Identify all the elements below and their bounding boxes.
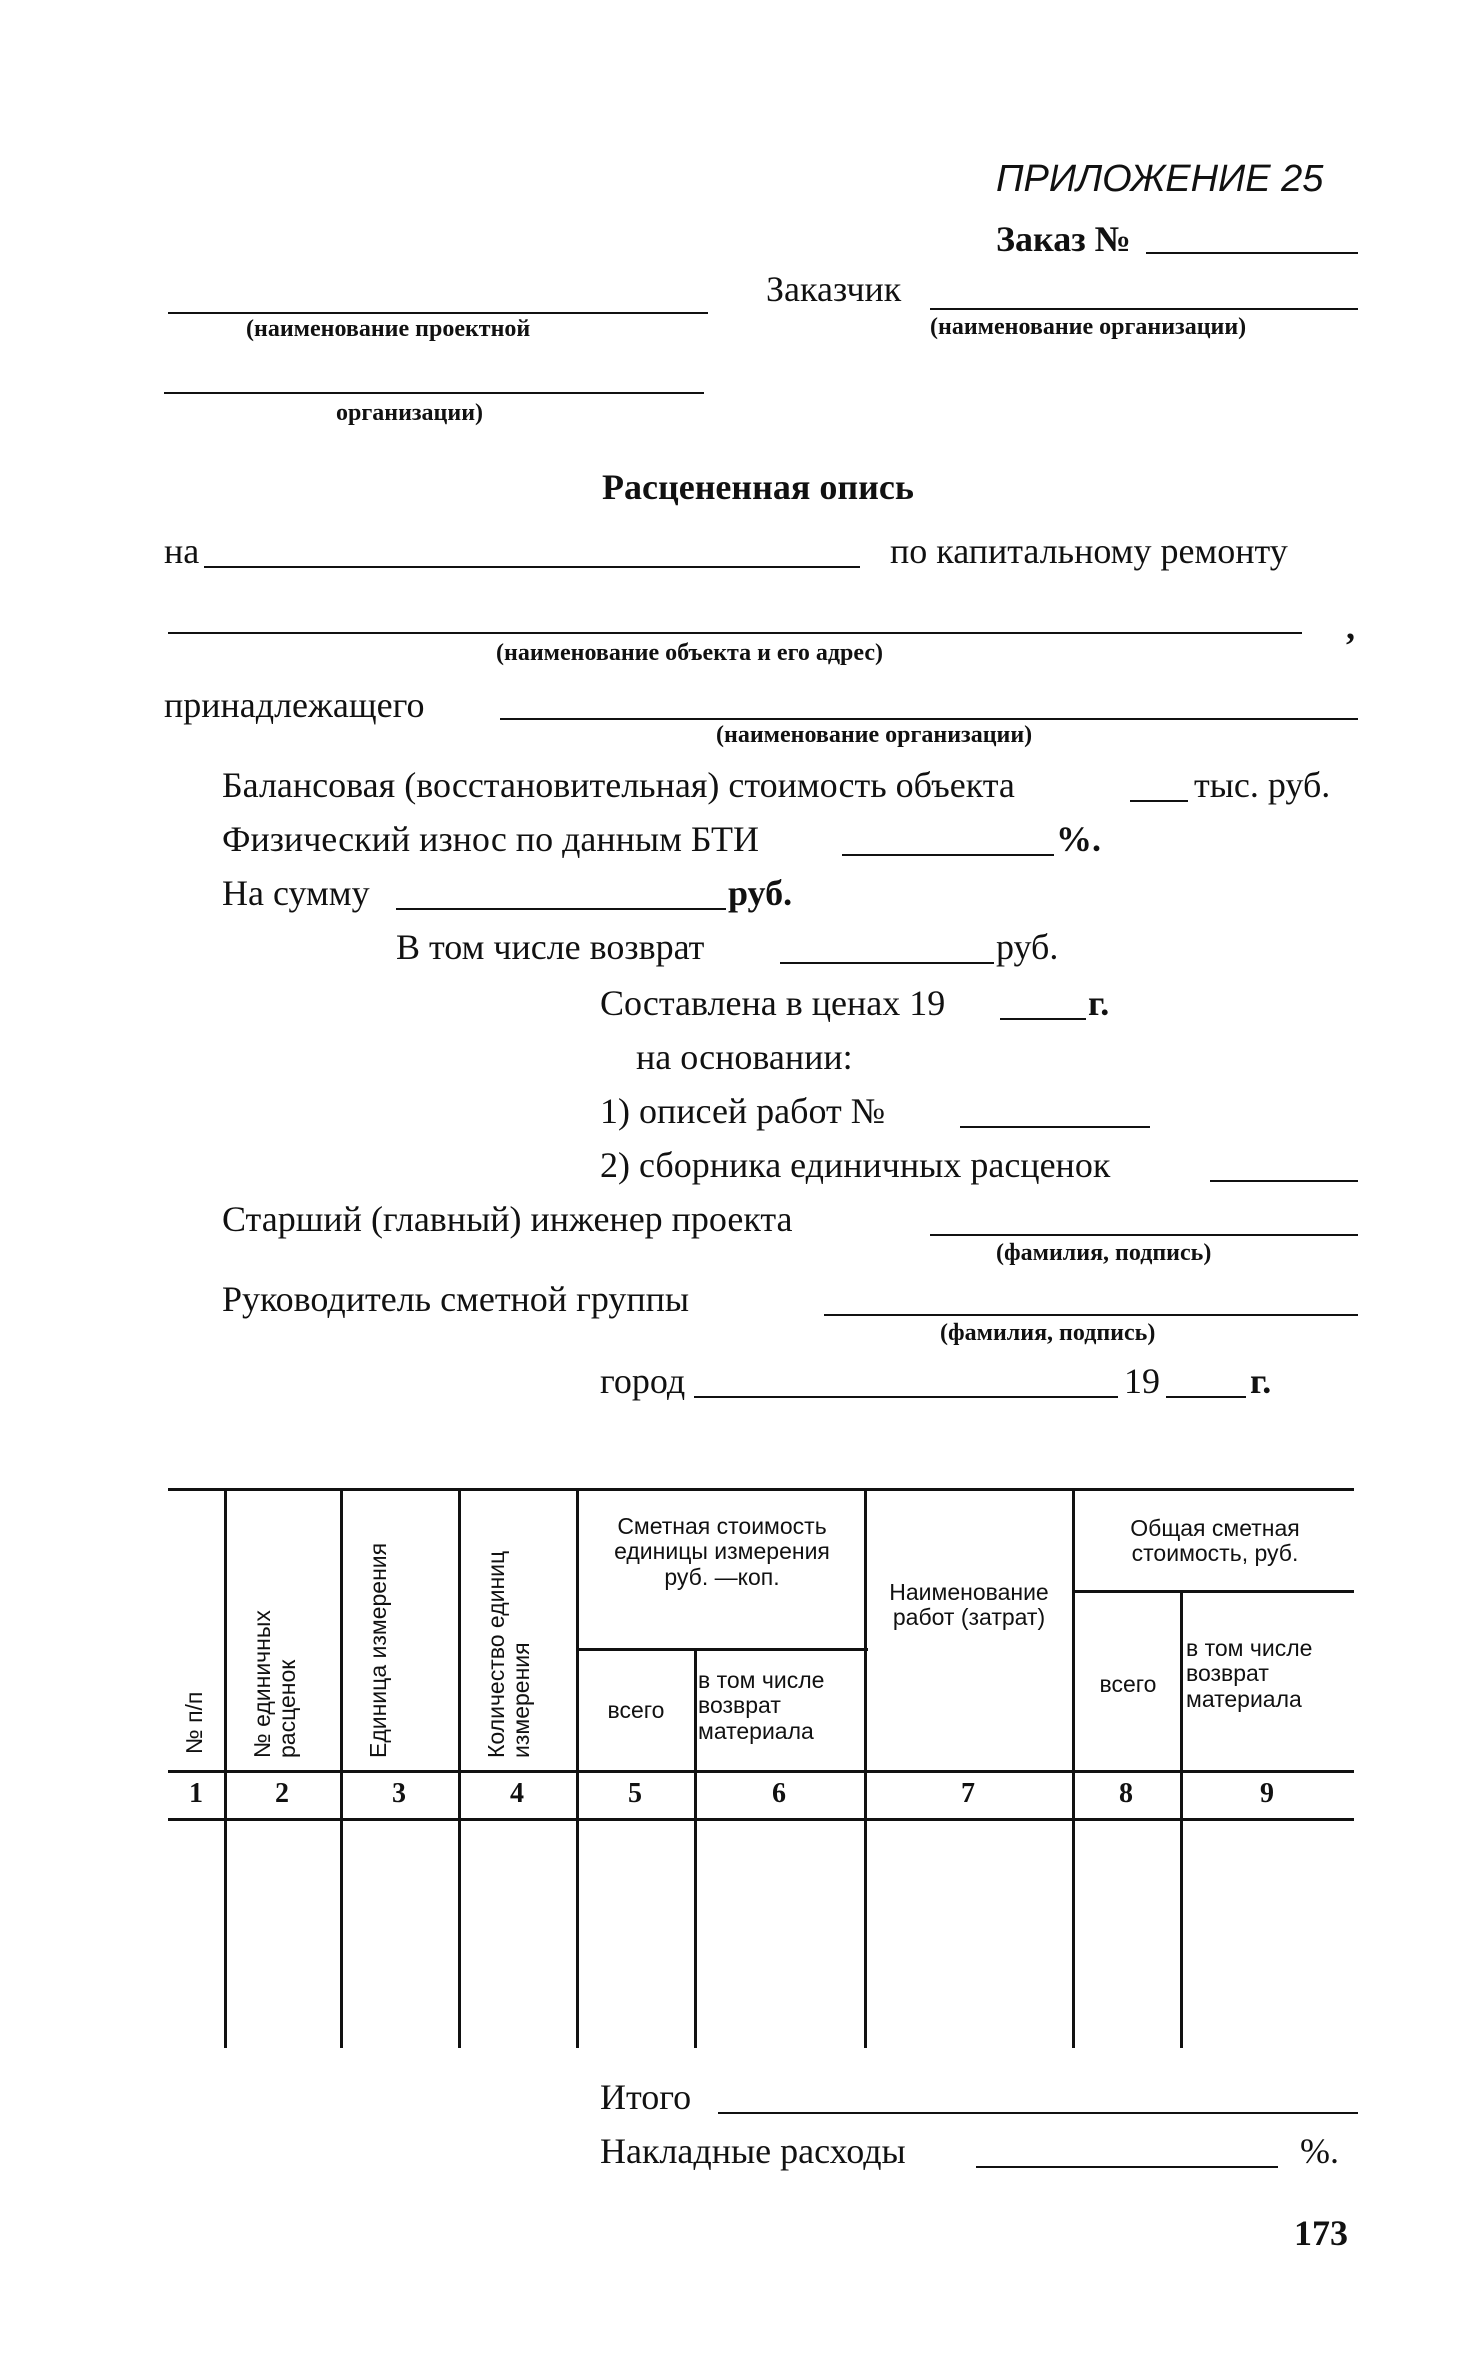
balance-label: Балансовая (восстановительная) стоимость объекта [222,765,1015,805]
page-number: 173 [1294,2213,1348,2253]
customer-caption: (наименование организации) [930,314,1247,340]
project-org-caption-2: организации) [336,400,484,426]
header-unit-cost-return: в том числе возврат материала [698,1667,825,1744]
basis-item-2: 2) сборника единичных расценок [600,1145,1111,1185]
document-title: Расцененная опись [602,467,914,507]
basis-2-field[interactable] [1210,1180,1358,1182]
city-year-suffix: г. [1250,1361,1272,1401]
overhead-unit: %. [1300,2131,1339,2171]
col-divider-3 [458,1488,461,2048]
header-total-cost-group: Общая сметная стоимость, руб. [1130,1515,1300,1567]
city-field[interactable] [694,1396,1118,1398]
project-org-caption-1: (наименование проектной [246,316,531,342]
customer-label: Заказчик [766,269,902,309]
col-number-3: 3 [392,1778,406,1809]
engineer-field[interactable] [930,1234,1358,1236]
header-work-name: Наименование работ (затрат) [889,1579,1049,1631]
header-row-number: № п/п [181,1691,207,1754]
header-unit-cost-total: всего [607,1697,665,1723]
sum-unit: руб. [728,873,793,913]
col-divider-8 [1180,1590,1183,2048]
col-divider-4 [576,1488,579,2048]
col-divider-7 [1072,1488,1075,2048]
total-field[interactable] [718,2112,1358,2114]
repair-label: по капитальному ремонту [890,531,1288,571]
object-caption: (наименование объекта и его адрес) [496,640,883,666]
engineer-caption: (фамилия, подпись) [996,1240,1212,1266]
on-label: на [164,531,200,571]
basis-1-field[interactable] [960,1126,1150,1128]
object-field[interactable] [168,632,1302,634]
on-field[interactable] [204,566,860,568]
appendix-title: ПРИЛОЖЕНИЕ 25 [996,158,1324,200]
total-label: Итого [600,2077,692,2117]
overhead-label: Накладные расходы [600,2131,906,2171]
comma: , [1346,607,1355,647]
prices-label: Составлена в ценах 19 [600,983,946,1023]
belonging-label: принадлежащего [164,685,425,725]
unit-cost-divider [578,1648,868,1651]
numbers-bottom-border [168,1818,1354,1821]
city-year: 19 [1124,1361,1160,1401]
header-bottom-border [168,1770,1354,1773]
col-number-5: 5 [628,1778,642,1809]
col-divider-1 [224,1488,227,2048]
col-number-1: 1 [189,1778,203,1809]
header-unit-cost-group: Сметная стоимость единицы измерения руб. —коп. [614,1513,830,1590]
col-number-7: 7 [961,1778,975,1809]
header-unit: Единица измерения [365,1542,391,1758]
wear-label: Физический износ по данным БТИ [222,819,760,859]
header-total-cost-return: в том числе возврат материала [1186,1635,1313,1712]
estimator-label: Руководитель сметной группы [222,1279,690,1319]
belonging-caption: (наименование организации) [716,722,1033,748]
order-number-label: Заказ № [996,219,1131,259]
return-field[interactable] [780,962,994,964]
prices-year-field[interactable] [1000,1018,1086,1020]
col-divider-5 [694,1648,697,2048]
balance-unit: тыс. руб. [1194,765,1331,805]
header-quantity: Количество единиц измерения [483,1550,535,1758]
basis-label: на основании: [636,1037,853,1077]
engineer-label: Старший (главный) инженер проекта [222,1199,793,1239]
belonging-field[interactable] [500,718,1358,720]
col-number-9: 9 [1260,1778,1274,1809]
col-number-6: 6 [772,1778,786,1809]
estimator-caption: (фамилия, подпись) [940,1320,1156,1346]
col-divider-2 [340,1488,343,2048]
header-rate-number: № единичных расценок [249,1610,301,1758]
col-number-4: 4 [510,1778,524,1809]
prices-year-suffix: г. [1088,983,1110,1023]
col-number-2: 2 [275,1778,289,1809]
customer-field[interactable] [930,308,1358,310]
project-org-field-1[interactable] [168,312,708,314]
sum-field[interactable] [396,908,726,910]
project-org-field-2[interactable] [164,392,704,394]
city-label: город [600,1361,686,1401]
sum-label: На сумму [222,873,370,913]
basis-item-1: 1) описей работ № [600,1091,886,1131]
order-number-field[interactable] [1146,252,1358,254]
return-label: В том числе возврат [396,927,705,967]
table-top-border [168,1488,1354,1491]
total-cost-divider [1074,1590,1354,1593]
return-unit: руб. [996,927,1059,967]
estimator-field[interactable] [824,1314,1358,1316]
balance-field[interactable] [1130,800,1188,802]
wear-field[interactable] [842,854,1054,856]
overhead-field[interactable] [976,2166,1278,2168]
wear-unit: %. [1056,819,1101,859]
col-number-8: 8 [1119,1778,1133,1809]
city-year-field[interactable] [1166,1396,1246,1398]
col-divider-6 [864,1488,867,2048]
header-total-cost-total: всего [1099,1671,1157,1697]
